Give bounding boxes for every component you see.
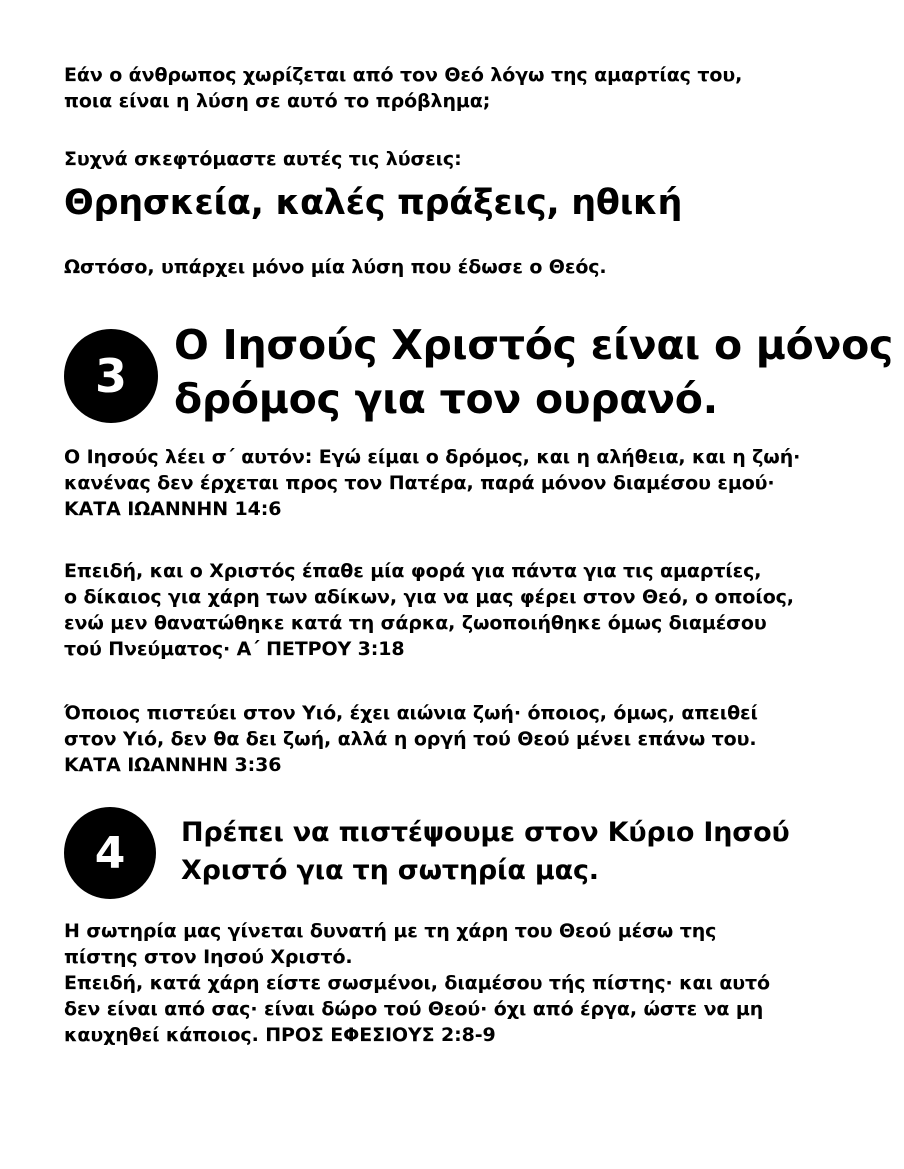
step-3-verse-1-peter-3-18 [64, 558, 844, 662]
step-3-number: 3 [94, 349, 127, 403]
verse-line: ο δίκαιος για χάρη των αδίκων, για να μας φέρει στον Θεό, ο οποίος, [64, 586, 794, 608]
step-4-body [64, 918, 844, 1048]
verse-reference: ΚΑΤΑ ΙΩΑΝΝΗΝ 3:36 [64, 754, 282, 776]
verse-line: στον Υιό, δεν θα δει ζωή, αλλά η οργή τού Θεού μένει επάνω του. [64, 728, 757, 750]
step-4-title-line: Πρέπει να πιστέψουμε στον Κύριο Ιησού [181, 817, 790, 848]
verse-line: ενώ μεν θανατώθηκε κατά τη σάρκα, ζωοποιήθηκε όμως διαμέσου [64, 612, 767, 634]
intro-question [64, 62, 844, 114]
body-line: δεν είναι από σας· είναι δώρο τού Θεού· όχι από έργα, ώστε να μη [64, 998, 764, 1020]
verse-line: Ο Ιησούς λέει σ΄ αυτόν: Εγώ είμαι ο δρόμος, και η αλήθεια, και η ζωή· [64, 446, 801, 468]
step-3-header [64, 318, 894, 438]
step-4-title [181, 814, 790, 890]
body-line: Η σωτηρία μας γίνεται δυνατή με τη χάρη του Θεού μέσω της [64, 920, 717, 942]
step-3-verse-john-3-36 [64, 700, 844, 778]
step-3-title [174, 318, 893, 426]
step-3-title-line: δρόμος για τον ουρανό. [174, 375, 718, 423]
body-line: Επειδή, κατά χάρη είστε σωσμένοι, διαμέσου τής πίστης· και αυτό [64, 972, 770, 994]
step-4-title-line: Χριστό για τη σωτηρία μας. [181, 855, 599, 886]
body-line: καυχηθεί κάποιος. ΠΡΟΣ ΕΦΕΣΙΟΥΣ 2:8-9 [64, 1024, 496, 1046]
verse-line: Επειδή, και ο Χριστός έπαθε μία φορά για πάντα για τις αμαρτίες, [64, 560, 762, 582]
verse-line: Όποιος πιστεύει στον Υιό, έχει αιώνια ζωή· όποιος, όμως, απειθεί [64, 702, 758, 724]
step-4-number: 4 [94, 827, 126, 879]
verse-line: τού Πνεύματος· Α΄ ΠΕΤΡΟΥ 3:18 [64, 638, 405, 660]
verse-reference: ΚΑΤΑ ΙΩΑΝΝΗΝ 14:6 [64, 498, 282, 520]
common-solutions-label: Συχνά σκεφτόμαστε αυτές τις λύσεις: [64, 148, 462, 170]
step-3-verse-john-14-6 [64, 444, 844, 522]
intro-question-line: ποια είναι η λύση σε αυτό το πρόβλημα; [64, 90, 491, 112]
step-3-number-badge [64, 329, 158, 423]
intro-question-line: Εάν ο άνθρωπος χωρίζεται από τον Θεό λόγω της αμαρτίας του, [64, 64, 743, 86]
step-4-header [64, 806, 864, 906]
only-solution-text: Ωστόσο, υπάρχει μόνο μία λύση που έδωσε ο Θεός. [64, 256, 607, 278]
step-3-title-line: Ο Ιησούς Χριστός είναι ο μόνος [174, 321, 894, 369]
solutions-heading: Θρησκεία, καλές πράξεις, ηθική [64, 183, 683, 223]
verse-line: κανένας δεν έρχεται προς τον Πατέρα, παρά μόνον διαμέσου εμού· [64, 472, 775, 494]
body-line: πίστης στον Ιησού Χριστό. [64, 946, 353, 968]
step-4-number-badge [64, 807, 156, 899]
